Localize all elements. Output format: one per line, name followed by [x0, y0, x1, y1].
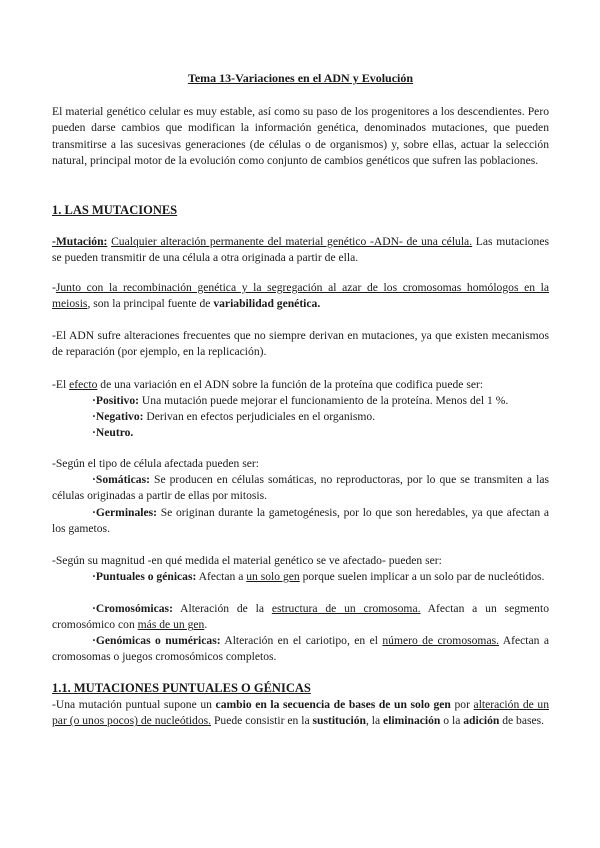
mutacion-rest: Las mutaciones se pueden transmitir de una célula a otra originada a partir de ella.: [52, 235, 549, 265]
recombinacion-paragraph: [52, 280, 549, 313]
cromosomicas-underlined-2: más de un gen: [137, 618, 205, 632]
mutacion-label: -Mutación:: [52, 235, 108, 248]
magnitud-cromosomicas: [52, 601, 549, 634]
magnitud-puntuales: [52, 569, 549, 585]
puntual-underlined: alteración de un par (o unos pocos) de nucleótidos.: [52, 698, 549, 728]
puntual-bold-1: cambio en la secuencia de bases de un solo gen: [215, 698, 451, 711]
somaticas-label: ·Somáticas:: [92, 473, 150, 486]
section-heading-puntuales: 1.1. MUTACIONES PUNTUALES O GÉNICAS: [52, 681, 311, 695]
puntuales-underlined: un solo gen: [246, 570, 300, 583]
section-heading-mutaciones: 1. LAS MUTACIONES: [52, 203, 178, 217]
puntual-eliminacion: eliminación: [383, 714, 441, 728]
puntual-paragraph: [52, 697, 549, 730]
genomicas-label: ·Genómicas o numéricas:: [92, 634, 221, 647]
intro-paragraph: El material genético celular es muy estable, así como su paso de los progenitores a los descendientes. Pero pueden darse cambios que modifican la información genética, denominados mutaciones, que pueden transmitirse a las sucesivas generaciones (de células o de organismos) y, sobre ellas, actuar la selección natural, principal motor de la evolución como conjunto de cambios genéticos que sufren las poblaciones.: [52, 105, 549, 168]
neutro-label: ·Neutro.: [92, 426, 134, 439]
efecto-underlined: efecto: [69, 378, 98, 391]
efecto-item-negativo: [92, 409, 549, 425]
negativo-text: Derivan en efectos perjudiciales en el organismo.: [143, 410, 376, 423]
magnitud-genomicas: [52, 633, 549, 666]
puntual-f: o la: [440, 714, 464, 728]
puntual-adicion: adición: [463, 714, 500, 728]
page-title: Tema 13-Variaciones en el ADN y Evolución: [187, 71, 414, 85]
genomicas-b: Afectan a cromosomas o juegos cromosómicos completos.: [52, 634, 549, 664]
cromosomicas-a: Alteración de la: [172, 602, 272, 615]
puntual-d: Puede consistir en la: [211, 714, 313, 728]
efecto-item-positivo: [92, 393, 549, 409]
recomb-underlined: Junto con la recombinación genética y la segregación al azar de los cromosomas homólogos en la meiosis: [52, 281, 549, 311]
magnitud-intro: -Según su magnitud -en qué medida el material genético se ve afectado- pueden ser:: [52, 554, 442, 567]
celula-intro: -Según el tipo de célula afectada pueden ser:: [52, 457, 259, 470]
efecto-rest: de una variación en el ADN sobre la función de la proteína que codifica puede ser:: [97, 378, 484, 391]
negativo-label: ·Negativo:: [92, 410, 144, 423]
efecto-item-neutro: [92, 425, 549, 441]
puntual-c: por: [450, 698, 474, 711]
variabilidad-bold: variabilidad genética.: [213, 297, 321, 311]
puntual-sustitucion: sustitución: [312, 714, 366, 728]
puntual-a: -Una mutación puntual supone un: [52, 698, 216, 711]
puntuales-label: ·Puntuales o génicas:: [92, 570, 197, 583]
recomb-prefix: -: [52, 281, 56, 294]
recomb-mid: , son la principal fuente de: [87, 297, 214, 311]
cromosomicas-underlined: estructura de un cromosoma.: [271, 602, 421, 615]
efecto-prefix: -El: [52, 378, 70, 391]
puntual-e: , la: [365, 714, 384, 728]
positivo-label: ·Positivo:: [92, 394, 140, 407]
germinales-label: ·Germinales:: [92, 506, 158, 519]
puntuales-b: porque suelen implicar a un solo par de nucleótidos.: [299, 570, 545, 583]
puntuales-a: Afectan a: [196, 570, 247, 583]
celula-somaticas: [52, 472, 549, 505]
cromosomicas-label: ·Cromosómicas:: [92, 602, 173, 615]
adn-paragraph: -El ADN sufre alteraciones frecuentes que no siempre derivan en mutaciones, ya que existen mecanismos de reparación (por ejemplo, en la replicación).: [52, 329, 549, 359]
somaticas-text: Se producen en células somáticas, no reproductoras, por lo que se transmiten a las células originadas a partir de ellas por mitosis.: [52, 473, 549, 503]
genomicas-underlined: número de cromosomas.: [382, 634, 500, 647]
cromosomicas-b: Afectan a un segmento cromosómico con: [52, 602, 549, 632]
cromosomicas-c: .: [204, 618, 208, 632]
mutacion-definition: Cualquier alteración permanente del material genético -ADN- de una célula.: [111, 235, 473, 248]
positivo-text: Una mutación puede mejorar el funcionamiento de la proteína. Menos del 1 %.: [139, 394, 509, 407]
genomicas-a: Alteración en el cariotipo, en el: [220, 634, 383, 647]
celula-germinales: [52, 505, 549, 538]
puntual-g: de bases.: [499, 714, 545, 728]
germinales-text: Se originan durante la gametogénesis, por lo que son heredables, ya que afectan a los gametos.: [52, 506, 549, 536]
efecto-intro: [52, 377, 549, 393]
mutacion-paragraph: [52, 234, 549, 267]
